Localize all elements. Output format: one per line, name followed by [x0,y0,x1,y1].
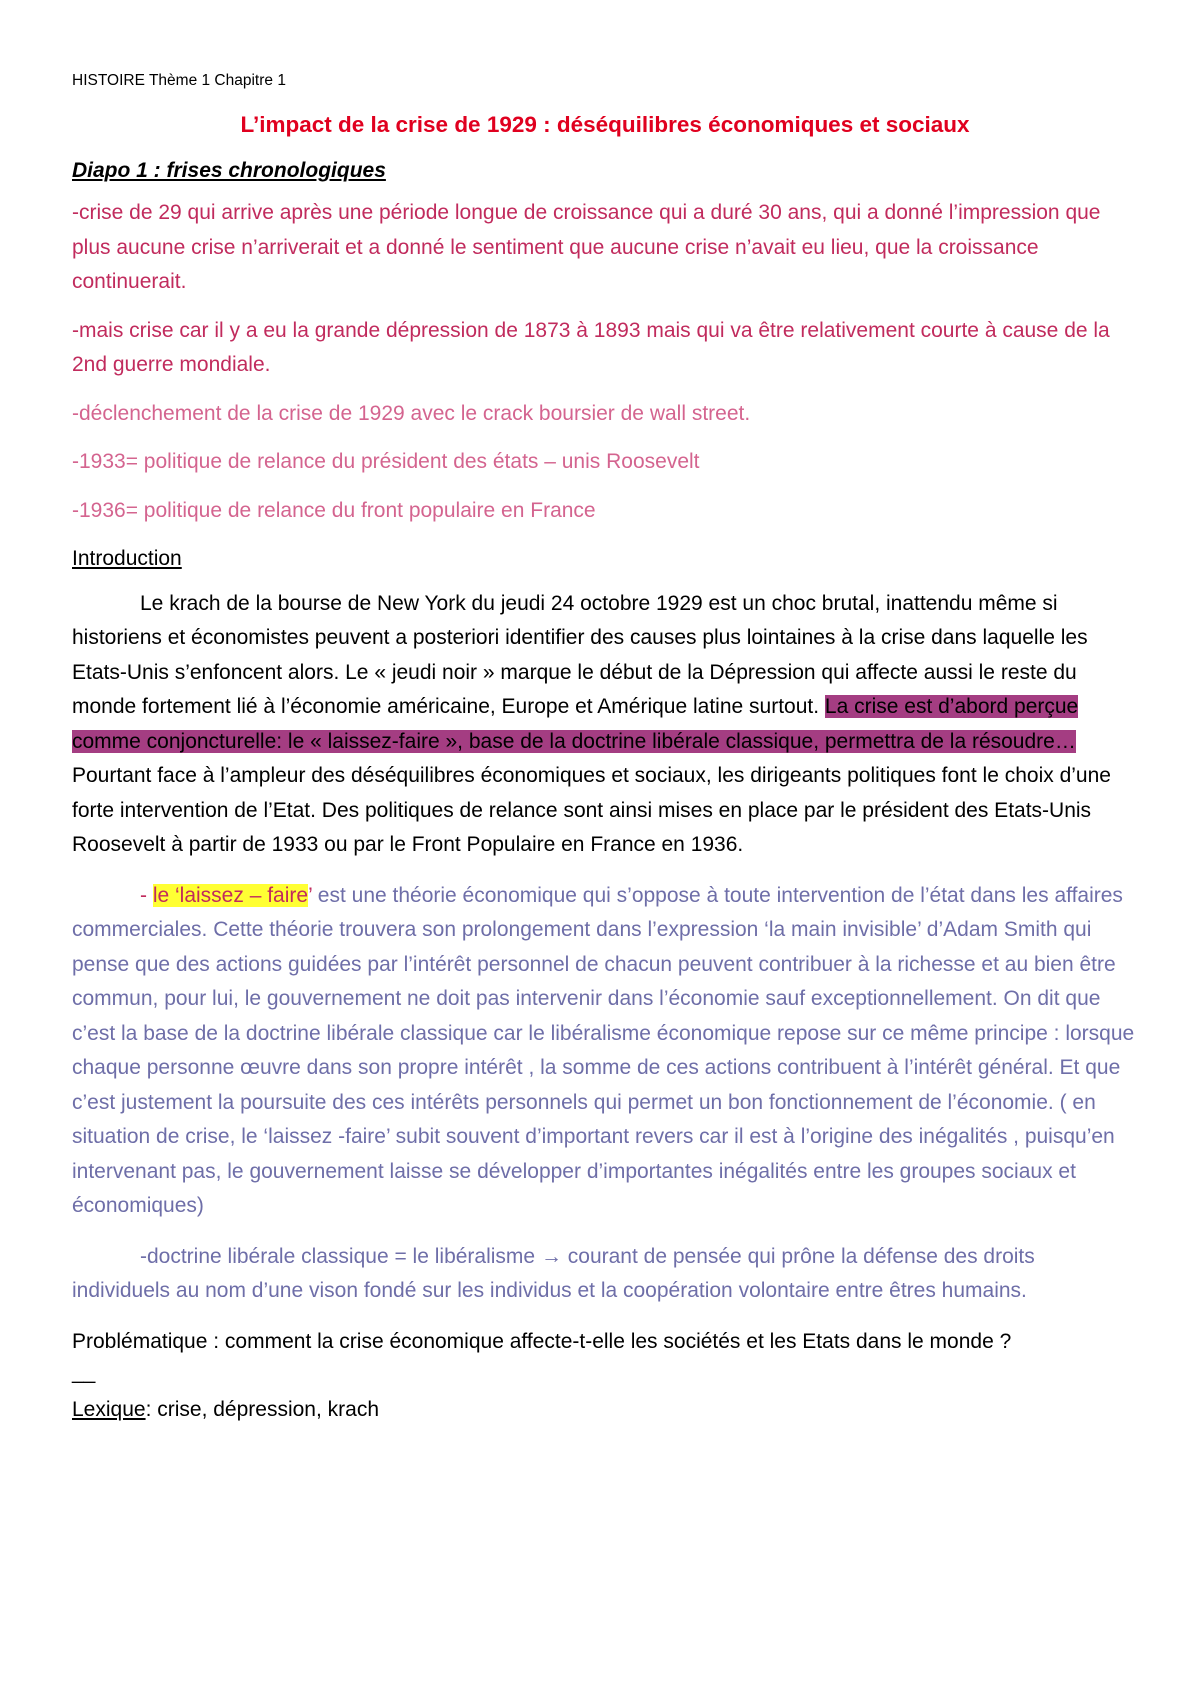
lexique-label: Lexique [72,1398,146,1421]
document-title: L’impact de la crise de 1929 : déséquilibres économiques et sociaux [240,112,970,137]
laissez-faire-quote: ’ [308,883,312,907]
intro-text-start: Le krach de la bourse de New York du jeudi 24 octobre 1929 est un choc brutal, inattendu même si historiens et économistes peuvent a posteriori identifier des causes plus lointaines à la crise dans laquelle les Etats-Unis s’enfoncent alors. Le « jeudi noir » marque le début de la Dépression qui affecte aussi le reste du monde fortement lié à l’économie américaine, Europe et Amérique latine surtout. [72,591,1088,718]
document-page [72,70,1138,1442]
laissez-faire-dash: - [140,883,153,907]
diapo-heading: Diapo 1 : frises chronologiques [72,159,386,182]
intro-highlight: La crise est d’abord perçue comme conjoncturelle: le « laissez-faire », base de la doctrine libérale classique, permettra de la résoudre… [72,695,1079,753]
lexique-text: : crise, dépression, krach [145,1398,379,1421]
doctrine-paragraph: -doctrine libérale classique = le libéralisme → courant de pensée qui prône la défense des droits individuels au nom d’une vison fondé sur les individus et la coopération volontaire entre êtres humains. [72,1244,1035,1302]
problematique: Problématique : comment la crise économique affecte-t-elle les sociétés et les Etats dans le monde ? [72,1329,1012,1353]
diapo-item-5: -1936= politique de relance du front populaire en France [72,498,596,522]
diapo-item-3: -déclenchement de la crise de 1929 avec le crack boursier de wall street. [72,401,751,425]
document-header: HISTOIRE Thème 1 Chapitre 1 [72,72,286,89]
diapo-item-2: -mais crise car il y a eu la grande dépression de 1873 à 1893 mais qui va être relativement courte à cause de la 2nd guerre mondiale. [72,318,1110,376]
laissez-faire-term: le ‘laissez – faire [152,883,309,907]
intro-text-end: Pourtant face à l’ampleur des déséquilibres économiques et sociaux, les dirigeants politiques font le choix d’une forte intervention de l’Etat. Des politiques de relance sont ainsi mises en place par le président des Etats-Unis Roosevelt à partir de 1933 ou par le Front Populaire en France en 1936. [72,764,1111,856]
laissez-faire-paragraph [72,879,1138,1224]
laissez-faire-text: est une théorie économique qui s’oppose à toute intervention de l’état dans les affaires commerciales. Cette théorie trouvera son prolongement dans l’expression ‘la main invisible’ d’Adam Smith qui pense que des actions guidées par l’intérêt personnel de chacun peuvent contribuer à la richesse et au bien être commun, pour lui, le gouvernement ne doit pas intervenir dans l’économie sauf exceptionnellement. On dit que c’est la base de la doctrine libérale classique car le libéralisme économique repose sur ce même principe : lorsque chaque personne œuvre dans son propre intérêt , la somme de ces actions contribuent à l’intérêt général. Et que c’est justement la poursuite des ces intérêts personnels qui permet un bon fonctionnement de l’économie. ( en situation de crise, le ‘laissez -faire’ subit souvent d’important revers car il est à l’origine des inégalités , puisqu’en intervenant pas, le gouvernement laisse se développer d’importantes inégalités entre les groupes sociaux et économiques) [72,883,1135,1217]
separator: __ [72,1361,96,1384]
introduction-paragraph [72,587,1138,863]
lexique [72,1393,1138,1428]
introduction-heading: Introduction [72,547,182,570]
diapo-item-4: -1933= politique de relance du président des états – unis Roosevelt [72,450,700,473]
diapo-item-1: -crise de 29 qui arrive après une période longue de croissance qui a duré 30 ans, qui a donné l’impression que plus aucune crise n’arriverait et a donné le sentiment que aucune crise n’avait eu lieu, que la croissance continuerait. [72,201,1101,293]
